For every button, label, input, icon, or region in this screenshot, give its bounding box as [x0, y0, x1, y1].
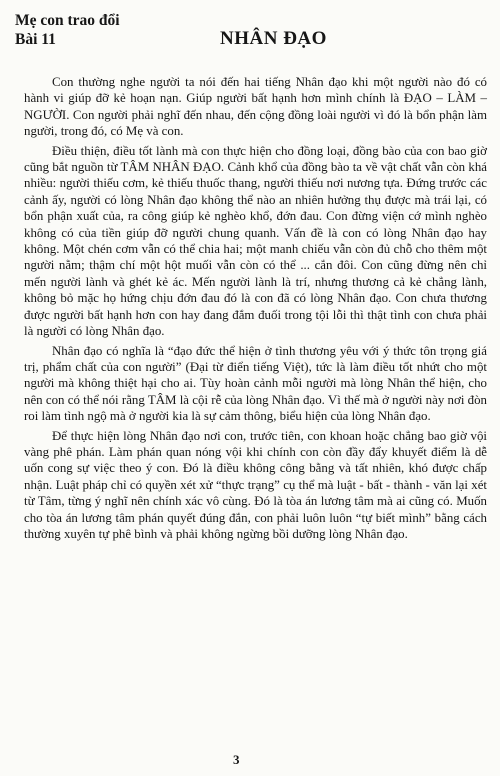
series-title: Mẹ con trao đổi [15, 12, 120, 29]
paragraph-1: Con thường nghe người ta nói đến hai tiếng Nhân đạo khi một người nào đó có hành vi giúp đỡ kẻ hoạn nạn. Giúp người bất hạnh hơn mình chính là ĐẠO – LÀM – NGƯỜI. Con người phải nghĩ đến nhau, đến cộng đồng loài người vì đó là bổn phận làm người, trong đó, có Mẹ và con. [24, 75, 487, 139]
body-text [24, 74, 487, 545]
paragraph-2: Điều thiện, điều tốt lành mà con thực hiện cho đồng loại, đồng bào của con bao giờ cũng bắt nguồn từ TÂM NHÂN ĐẠO. Cảnh khổ của đồng bào ta về vật chất vẫn còn khá nhiều: người thiếu cơm, kẻ thiếu thuốc thang, người thiếu nơi nương tựa. Đứng trước các cảnh ấy, người có lòng Nhân đạo không thể nào an nhiên hưởng thụ được mà trái lại, có bổn phận xuất của, ra công giúp kẻ nghèo khổ, đớn đau. Con đừng viện cớ mình nghèo không có của tiền giúp đỡ người chung quanh. Vấn đề là con có lòng Nhân đạo hay không. Một chén cơm vẫn có thể chia hai; một manh chiếu vẫn còn đủ chỗ cho thêm một người nằm; thậm chí một hột muối vẫn còn có thể ... cắn đôi. Con cũng đừng nên chỉ mến người lành và ghét kẻ ác. Mến người lành là trí, nhưng thương cả kẻ chẳng lành, không bỏ mặc họ hứng chịu đớn đau đó là con đã có lòng Nhân đạo. Con chưa thương được người bất hạnh hơn con hay đang đắm đuối trong tội lỗi thì thật tình con chưa phải là người có lòng Nhân đạo. [24, 143, 487, 339]
page-number: 3 [233, 752, 240, 767]
paragraph-4: Để thực hiện lòng Nhân đạo nơi con, trước tiên, con khoan hoặc chẳng bao giờ vội vàng phê phán. Làm phán quan nóng vội khi chính con còn đầy đẩy khuyết điểm là dễ uốn cong sự việc theo ý con. Đó là điều không công bằng và tất nhiên, khó được chấp nhận. Luật pháp chỉ có quyền xét xử “thực trạng” cụ thể mà luật - bất - thành - văn lại xét từ Tâm, từng ý nghĩ nên chính xác vô cùng. Đó là tòa án lương tâm mà ai cũng có. Muốn cho tòa án lương tâm phán quyết đúng đắn, con phải luôn luôn “tự biết mình” bằng cách thường xuyên tự phê bình và phải không ngừng bồi dưỡng lòng Nhân đạo. [24, 428, 487, 541]
paragraph-3: Nhân đạo có nghĩa là “đạo đức thể hiện ở tình thương yêu với ý thức tôn trọng giá trị, phẩm chất của con người” (Đại từ điển tiếng Việt), tức là làm điều tốt nhứt cho một người mà không thiệt hại cho ai. Tùy hoàn cảnh mỗi người mà lòng Nhân thể hiện, cho nên con có thể nói rằng TÂM là cội rễ của lòng Nhân đạo. Vì thế mà ở người này nơi đòn roi làm tình ngộ mà ở người kia là sự cảm thông, biểu hiện của lòng Nhân đạo. [24, 343, 487, 424]
lesson-number: Bài 11 [15, 31, 56, 48]
page-title: NHÂN ĐẠO [220, 28, 327, 49]
